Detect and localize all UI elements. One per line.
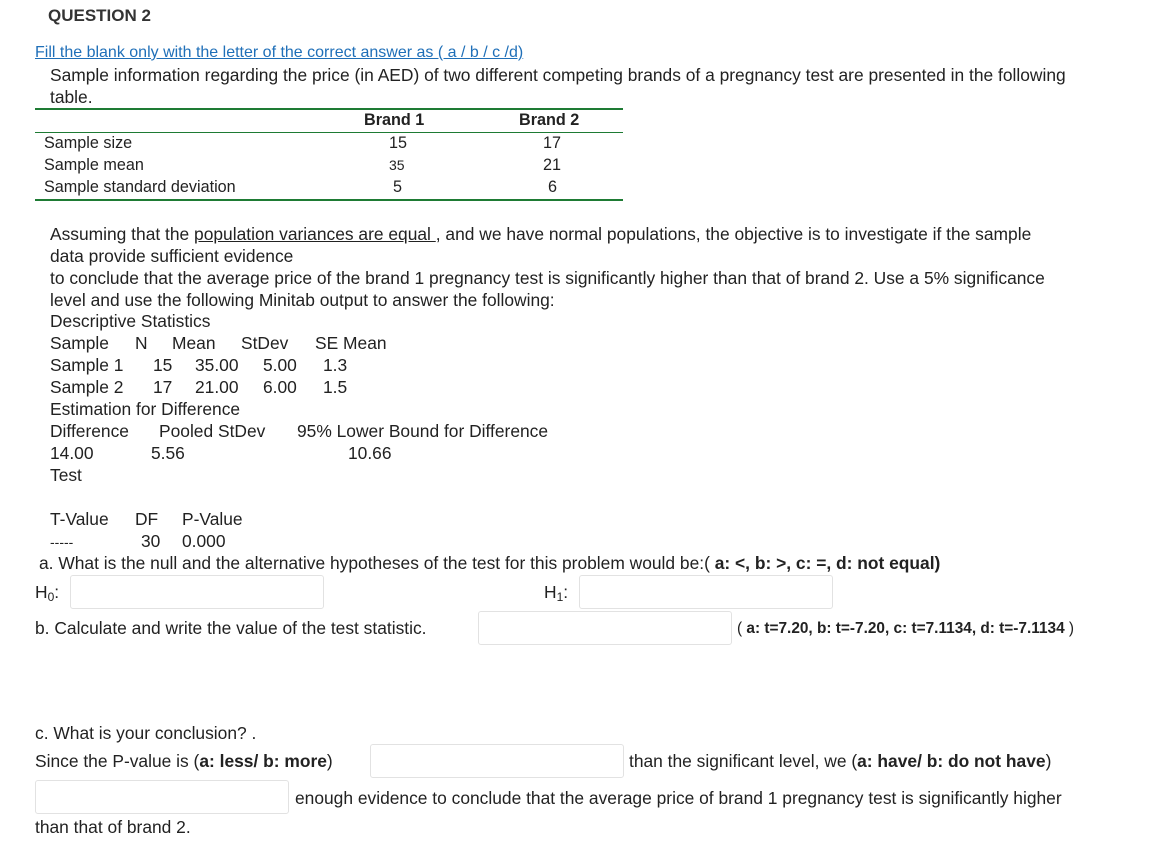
h0-answer-input[interactable] — [70, 575, 324, 609]
test-cell: 0.000 — [182, 531, 226, 551]
test-header: DF — [135, 509, 159, 529]
table-top-rule — [35, 108, 623, 110]
part-b-options: ( a: t=7.20, b: t=-7.20, c: t=7.1134, d: t=-7.1134 ) — [737, 620, 1075, 637]
part-c-line1-mid: than the significant level, we (a: have/ b: do not have) — [629, 751, 1052, 771]
intro-line-1: Sample information regarding the price (in AED) of two different competing brands of a pregnancy test are presented in the following — [50, 65, 1066, 85]
pvalue-comparison-input[interactable] — [370, 744, 624, 778]
part-c-line3: than that of brand 2. — [35, 817, 191, 837]
assumption-line-2: data provide sufficient evidence — [50, 246, 294, 266]
est-cell: 5.56 — [151, 443, 185, 463]
h0-label: $H_0$: — [35, 582, 60, 604]
desc-cell: Sample 1 — [50, 355, 124, 375]
desc-cell: 1.5 — [323, 377, 348, 397]
desc-cell: 17 — [153, 377, 173, 397]
test-statistic-input[interactable] — [478, 611, 732, 645]
desc-header: N — [135, 333, 148, 353]
table-header-brand1: Brand 1 — [364, 111, 425, 129]
test-header: T-Value — [50, 509, 109, 529]
assumption-line-3: to conclude that the average price of the brand 1 pregnancy test is significantly higher than that of brand 2. Use a 5% significance — [50, 268, 1045, 288]
desc-cell: 1.3 — [323, 355, 348, 375]
table-row-label: Sample mean — [44, 156, 144, 174]
h1-answer-input[interactable] — [579, 575, 833, 609]
test-cell: ----- — [50, 534, 74, 550]
desc-cell: 6.00 — [263, 377, 297, 397]
instruction-link[interactable]: Fill the blank only with the letter of the correct answer as ( a / b / c /d) — [35, 44, 524, 61]
estimation-title: Estimation for Difference — [50, 399, 241, 419]
table-cell: 15 — [389, 134, 408, 152]
desc-cell: 35.00 — [195, 355, 239, 375]
evidence-input[interactable] — [35, 780, 289, 814]
table-bottom-rule — [35, 199, 623, 201]
table-cell: 6 — [548, 178, 558, 196]
desc-cell: 15 — [153, 355, 173, 375]
desc-header: Mean — [172, 333, 216, 353]
table-cell: 21 — [543, 156, 562, 174]
est-header: 95% Lower Bound for Difference — [297, 421, 549, 441]
descriptive-title: Descriptive Statistics — [50, 311, 211, 331]
est-cell: 10.66 — [348, 443, 392, 463]
test-header: P-Value — [182, 509, 243, 529]
table-cell: 35 — [389, 157, 405, 173]
desc-cell: 5.00 — [263, 355, 297, 375]
part-c-line1-pre: Since the P-value is (a: less/ b: more) — [35, 751, 333, 771]
est-header: Difference — [50, 421, 129, 441]
part-c-question: c. What is your conclusion? . — [35, 723, 257, 743]
desc-cell: Sample 2 — [50, 377, 124, 397]
desc-header: SE Mean — [315, 333, 387, 353]
est-cell: 14.00 — [50, 443, 94, 463]
part-a-question: a. What is the null and the alternative hypotheses of the test for this problem would be:( a: <, b: >, c: =, d: not equal) — [39, 553, 941, 573]
test-title: Test — [50, 465, 82, 485]
test-cell: 30 — [141, 531, 161, 551]
h1-label: $H_1$: — [544, 582, 569, 604]
part-b-question: b. Calculate and write the value of the test statistic. — [35, 618, 427, 638]
desc-cell: 21.00 — [195, 377, 239, 397]
intro-line-2: table. — [50, 87, 93, 107]
desc-header: StDev — [241, 333, 289, 353]
question-title: QUESTION 2 — [48, 6, 151, 25]
table-cell: 5 — [393, 178, 403, 196]
table-row-label: Sample size — [44, 134, 133, 152]
table-cell: 17 — [543, 134, 562, 152]
table-row-label: Sample standard deviation — [44, 178, 236, 196]
underlined-assumption: population variances are equal — [194, 224, 436, 244]
desc-header: Sample — [50, 333, 109, 353]
est-header: Pooled StDev — [159, 421, 266, 441]
assumption-line-4: level and use the following Minitab output to answer the following: — [50, 290, 555, 310]
table-header-brand2: Brand 2 — [519, 111, 580, 129]
assumption-line-1: Assuming that the population variances are equal , and we have normal populations, the objective is to investigate if the sample — [50, 224, 1032, 244]
part-c-line2: enough evidence to conclude that the average price of brand 1 pregnancy test is significantly higher — [295, 788, 1062, 808]
table-header-rule — [35, 132, 623, 133]
